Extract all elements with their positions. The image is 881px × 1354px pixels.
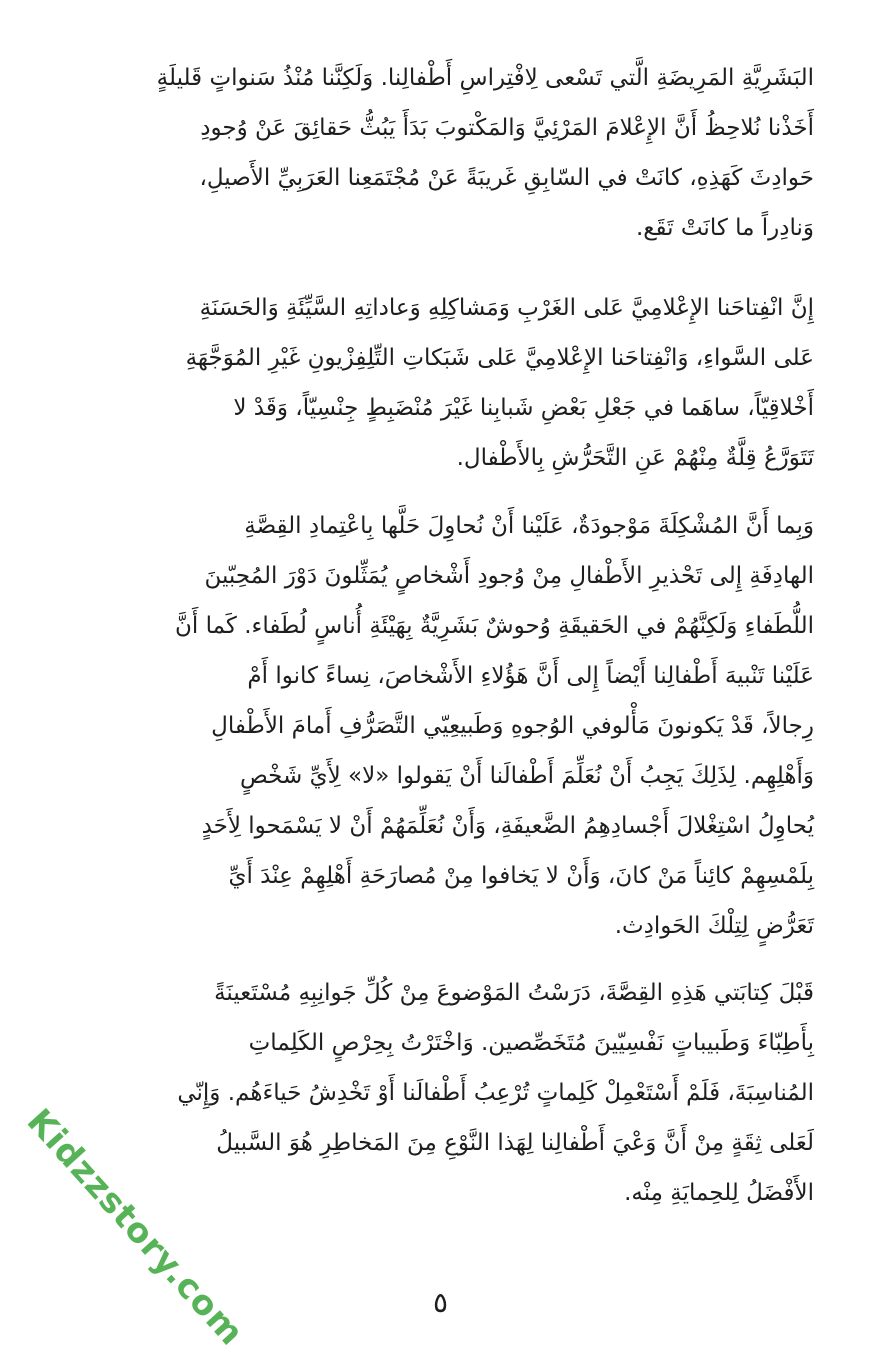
paragraph-line: أَخْلاقِيّاً، ساهَما في جَعْلِ بَعْضِ شَبابِنا غَيْرَ مُنْضَبِطٍ جِنْسِيّاً، وَقَدْ لا bbox=[233, 395, 814, 421]
paragraph-line: بِأَطِبّاءَ وَطَبيباتٍ نَفْسِيّينَ مُتَخَصِّصين. وَاخْتَرْتُ بِحِرْصٍ الكَلِماتِ bbox=[248, 1030, 814, 1056]
paragraph-line: عَلَيْنا تَنْبيهَ أَطْفالِنا أَيْضاً إِلى أَنَّ هَؤُلاءِ الأَشْخاصَ، نِساءً كانوا أَمْ bbox=[247, 663, 814, 689]
paragraph-line: الأَفْضَلُ لِلحِمايَةِ مِنْه. bbox=[624, 1180, 814, 1206]
paragraph-2 bbox=[72, 283, 814, 483]
paragraph-line: قَبْلَ كِتابَتي هَذِهِ القِصَّةَ، دَرَسْتُ المَوْضوعَ مِنْ كُلِّ جَوانِبِهِ مُسْتَعينَةً bbox=[214, 980, 814, 1006]
paragraph-line: وَأَهْلِهِم. لِذَلِكَ يَجِبُ أَنْ نُعَلِّمَ أَطْفالَنا أَنْ يَقولوا «لا» لِأَيِّ شَخْصٍ bbox=[239, 763, 814, 789]
paragraph-line: يُحاوِلُ اسْتِغْلالَ أَجْسادِهِمُ الضَّعيفَةِ، وَأَنْ نُعَلِّمَهُمْ أَنْ لا يَسْمَحوا لِأَحَدٍ bbox=[201, 813, 814, 839]
paragraph-line: تَتَوَرَّعُ قِلَّةٌ مِنْهُمْ عَنِ التَّحَرُّشِ بِالأَطْفال. bbox=[456, 445, 814, 471]
paragraph-line: أَخَذْنا نُلاحِظُ أَنَّ الإِعْلامَ المَرْئِيَّ وَالمَكْتوبَ بَدَأَ يَبُثُّ حَقائِقَ عَنْ وُجودِ bbox=[200, 115, 814, 141]
paragraph-line: إِنَّ انْفِتاحَنا الإِعْلامِيَّ عَلى الغَرْبِ وَمَشاكِلِهِ وَعاداتِهِ السَّيِّئَةِ وَالحَسَنَةِ bbox=[199, 295, 814, 321]
watermark-logo: Kidzzstory.com bbox=[18, 1101, 252, 1354]
paragraph-1 bbox=[72, 53, 814, 253]
paragraph-line: الهادِفَةِ إِلى تَحْذيرِ الأَطْفالِ مِنْ وُجودِ أَشْخاصٍ يُمَثِّلونَ دَوْرَ المُحِبّينَ bbox=[204, 563, 814, 589]
paragraph-line: حَوادِثَ كَهَذِهِ، كانَتْ في السّابِقِ غَريبَةً عَنْ مُجْتَمَعِنا العَرَبِيِّ الأَصيلِ، bbox=[199, 165, 814, 191]
paragraph-line: وَنادِراً ما كانَتْ تَقَع. bbox=[635, 215, 814, 241]
page-number: ٥ bbox=[432, 1286, 449, 1319]
paragraph-line: بِلَمْسِهِمْ كائِناً مَنْ كانَ، وَأَنْ لا يَخافوا مِنْ مُصارَحَةِ أَهْلِهِمْ عِنْدَ أَيِّ bbox=[228, 863, 814, 889]
paragraph-line: البَشَرِيَّةِ المَرِيضَةِ الَّتي تَسْعى لِافْتِراسِ أَطْفالِنا. وَلَكِنَّنا مُنْذُ سَنواتٍ قَليلَةٍ bbox=[156, 65, 814, 91]
paragraph-line: تَعَرُّضٍ لِتِلْكَ الحَوادِث. bbox=[614, 913, 814, 939]
paragraph-4 bbox=[72, 968, 814, 1218]
paragraph-line: اللُّطَفاءِ وَلَكِنَّهُمْ في الحَقيقَةِ وُحوشٌ بَشَرِيَّةٌ بِهَيْئَةِ أُناسٍ لُطَفاء. كَما أَنَّ bbox=[175, 613, 814, 639]
paragraph-line: وَبِما أَنَّ المُشْكِلَةَ مَوْجودَةٌ، عَلَيْنا أَنْ نُحاوِلَ حَلَّها بِاعْتِمادِ القِصَّةِ bbox=[244, 513, 814, 539]
paragraph-3 bbox=[72, 501, 814, 951]
paragraph-line: عَلى السَّواءِ، وَانْفِتاحَنا الإِعْلامِيَّ عَلى شَبَكاتِ التِّلِفِزْيونِ غَيْرِ المُوَجَّهَةِ bbox=[185, 345, 814, 371]
paragraph-line: لَعَلى ثِقَةٍ مِنْ أَنَّ وَعْيَ أَطْفالِنا لِهَذا النَّوْعِ مِنَ المَخاطِرِ هُوَ السَّبيلُ bbox=[216, 1130, 814, 1156]
paragraph-line: المُناسِبَةَ، فَلَمْ أَسْتَعْمِلْ كَلِماتٍ تُرْعِبُ أَطْفالَنا أَوْ تَخْدِشُ حَياءَهُم. وَإِنّي bbox=[177, 1080, 814, 1106]
paragraph-line: رِجالاً، قَدْ يَكونونَ مَأْلوفي الوُجوهِ وَطَبيعِيّي التَّصَرُّفِ أَمامَ الأَطْفالِ bbox=[211, 713, 814, 739]
